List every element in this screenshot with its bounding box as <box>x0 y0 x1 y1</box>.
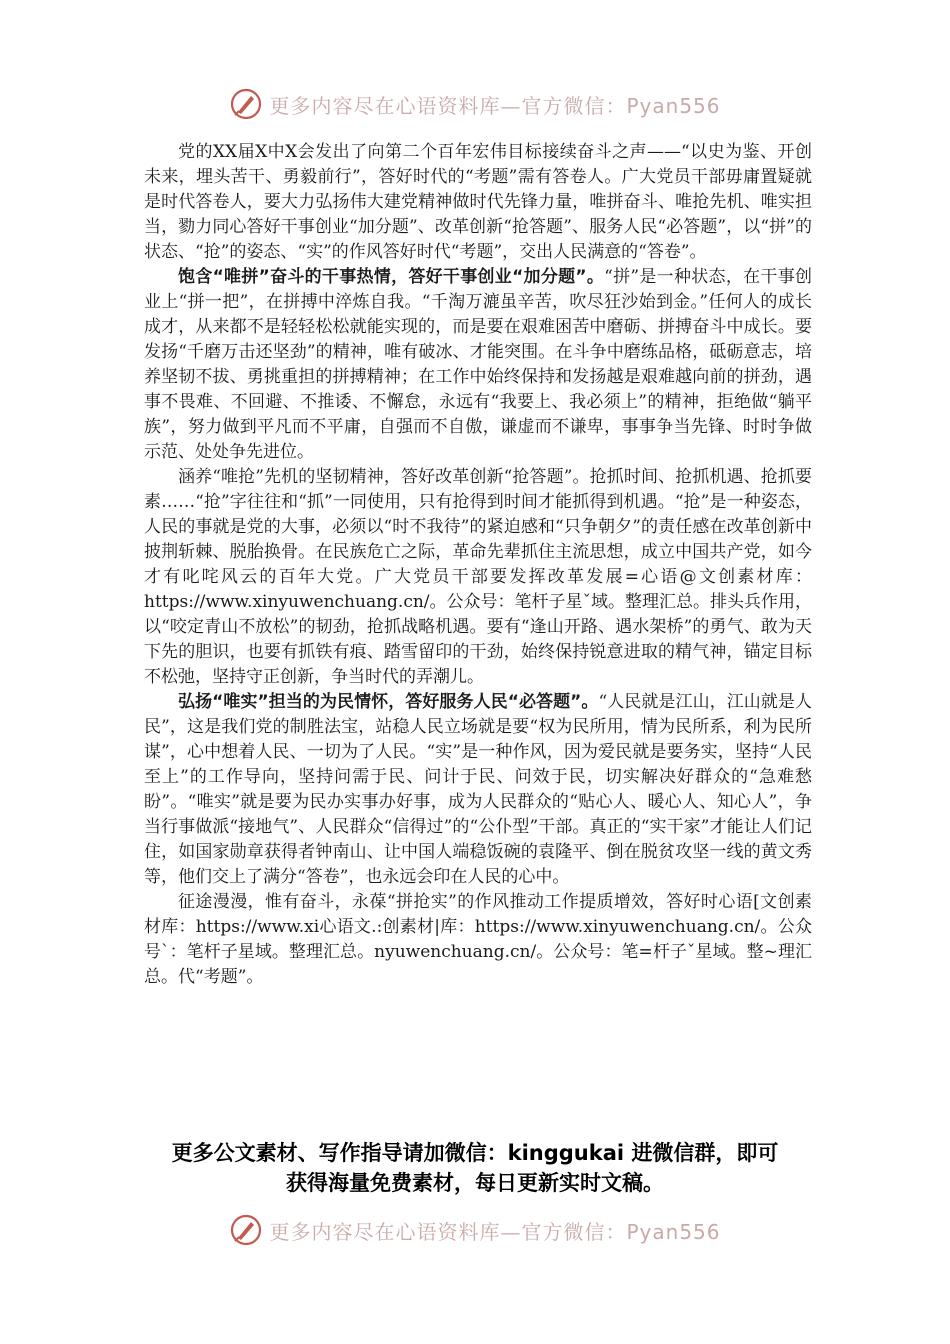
paragraph-text: 征途漫漫，惟有奋斗，永葆“拼抢实”的作风推动工作提质增效，答好时心语[文创素材库：https://www.xi心语文.:创素材|库：https://www.xinyuwenchuang.cn/。公众号`：笔杆子星域。整理汇总。nyuwenchuang.cn/。公众号：笔=杆子ˇ星域。整~理汇总。代“考题”。 <box>144 892 812 987</box>
paragraph-heading: 饱含“唯拼”奋斗的干事热情，答好干事创业“加分题”。 <box>178 267 605 287</box>
banner-text <box>269 1216 720 1245</box>
paragraph-text: 涵养“唯抢”先机的坚韧精神，答好改革创新“抢答题”。抢抓时间、抢抓机遇、抢抓要素……“抢”字往往和“抓”一同使用，只有抢得到时间才能抓得到机遇。“抢”是一种姿态，人民的事就是党的大事，必须以“时不我待”的紧迫感和“只争朝夕”的责任感在改革创新中披荆斩棘、脱胎换骨。在民族危亡之际，革命先辈抓住主流思想，成立中国共产党，如今才有叱咤风云的百年大党。广大党员干部要发挥改革发展=心语@文创素材库：https://www.xinyuwenchuang.cn/。公众号：笔杆子星ˇ域。整理汇总。排头兵作用，以“咬定青山不放松”的韧劲，抢抓战略机遇。要有“逢山开路、遇水架桥”的勇气、敢为天下先的胆识，也要有抓铁有痕、踏雪留印的干劲，始终保持锐意进取的精气神，锚定目标不松弛，坚持守正创新，争当时代的弄潮儿。 <box>144 467 813 687</box>
header-watermark-banner <box>0 84 950 124</box>
banner-wechat-id: Pyan556 <box>626 1219 721 1244</box>
quill-logo-icon <box>229 87 263 121</box>
banner-wechat-id: Pyan556 <box>626 93 721 118</box>
paragraph-pin <box>144 265 812 465</box>
footer-watermark-banner <box>0 1210 950 1250</box>
paragraph-conclusion <box>144 890 812 990</box>
paragraph-shi <box>144 690 812 890</box>
paragraph-intro <box>144 140 812 265</box>
quill-logo-icon <box>229 1213 263 1247</box>
paragraph-qiang <box>144 465 812 690</box>
promo-line-1: 更多公文素材、写作指导请加微信：kinggukai 进微信群，即可 <box>171 1141 779 1165</box>
paragraph-text: “人民就是江山，江山就是人民”，这是我们党的制胜法宝，站稳人民立场就是要“权为民所用，情为民所系，利为民所谋”，心中想着人民、一切为了人民。“实”是一种作风，因为爱民就是要务实，坚持“人民至上”的工作导向，坚持问需于民、问计于民、问效于民，切实解决好群众的“急难愁盼”。“唯实”就是要为民办实事办好事，成为人民群众的“贴心人、暖心人、知心人”，争当行事做派“接地气”、人民群众“信得过”的“公仆型”干部。真正的“实干家”才能让人们记住，如国家勋章获得者钟南山、让中国人端稳饭碗的袁隆平、倒在脱贫攻坚一线的黄文秀等，他们交上了满分“答卷”，也永远会印在人民的心中。 <box>144 692 812 887</box>
paragraph-text: 党的XX届X中X会发出了向第二个百年宏伟目标接续奋斗之声——“以史为鉴、开创未来，埋头苦干、勇毅前行”，答好时代的“考题”需有答卷人。广大党员干部毋庸置疑就是时代答卷人，要大力弘扬伟大建党精神做时代先锋力量，唯拼奋斗、唯抢先机、唯实担当，勠力同心答好干事创业“加分题”、改革创新“抢答题”、服务人民“必答题”，以“拼”的状态、“抢”的姿态、“实”的作风答好时代“考题”，交出人民满意的“答卷”。 <box>144 142 812 262</box>
banner-label: 更多内容尽在心语资料库—官方微信： <box>269 1219 627 1244</box>
article-body <box>144 140 812 990</box>
paragraph-heading: 弘扬“唯实”担当的为民情怀，答好服务人民“必答题”。 <box>178 692 599 712</box>
banner-text <box>269 90 720 119</box>
promo-notice <box>120 1138 830 1198</box>
paragraph-text: “拼”是一种状态，在干事创业上“拼一把”，在拼搏中淬炼自我。“千淘万漉虽辛苦，吹尽狂沙始到金。”任何人的成长成才，从来都不是轻轻松松就能实现的，而是要在艰难困苦中磨砺、拼搏奋斗中成长。要发扬“千磨万击还坚劲”的精神，唯有破冰、才能突围。在斗争中磨练品格，砥砺意志，培养坚韧不拔、勇挑重担的拼搏精神；在工作中始终保持和发扬越是艰难越向前的拼劲，遇事不畏难、不回避、不推诿、不懈怠，永远有“我要上、我必须上”的精神，拒绝做“躺平族”，努力做到平凡而不平庸，自强而不自傲，谦虚而不谦卑，事事争当先锋、时时争做示范、处处争先进位。 <box>144 267 812 462</box>
promo-line-2: 获得海量免费素材，每日更新实时文稿。 <box>286 1171 664 1195</box>
banner-label: 更多内容尽在心语资料库—官方微信： <box>269 93 627 118</box>
